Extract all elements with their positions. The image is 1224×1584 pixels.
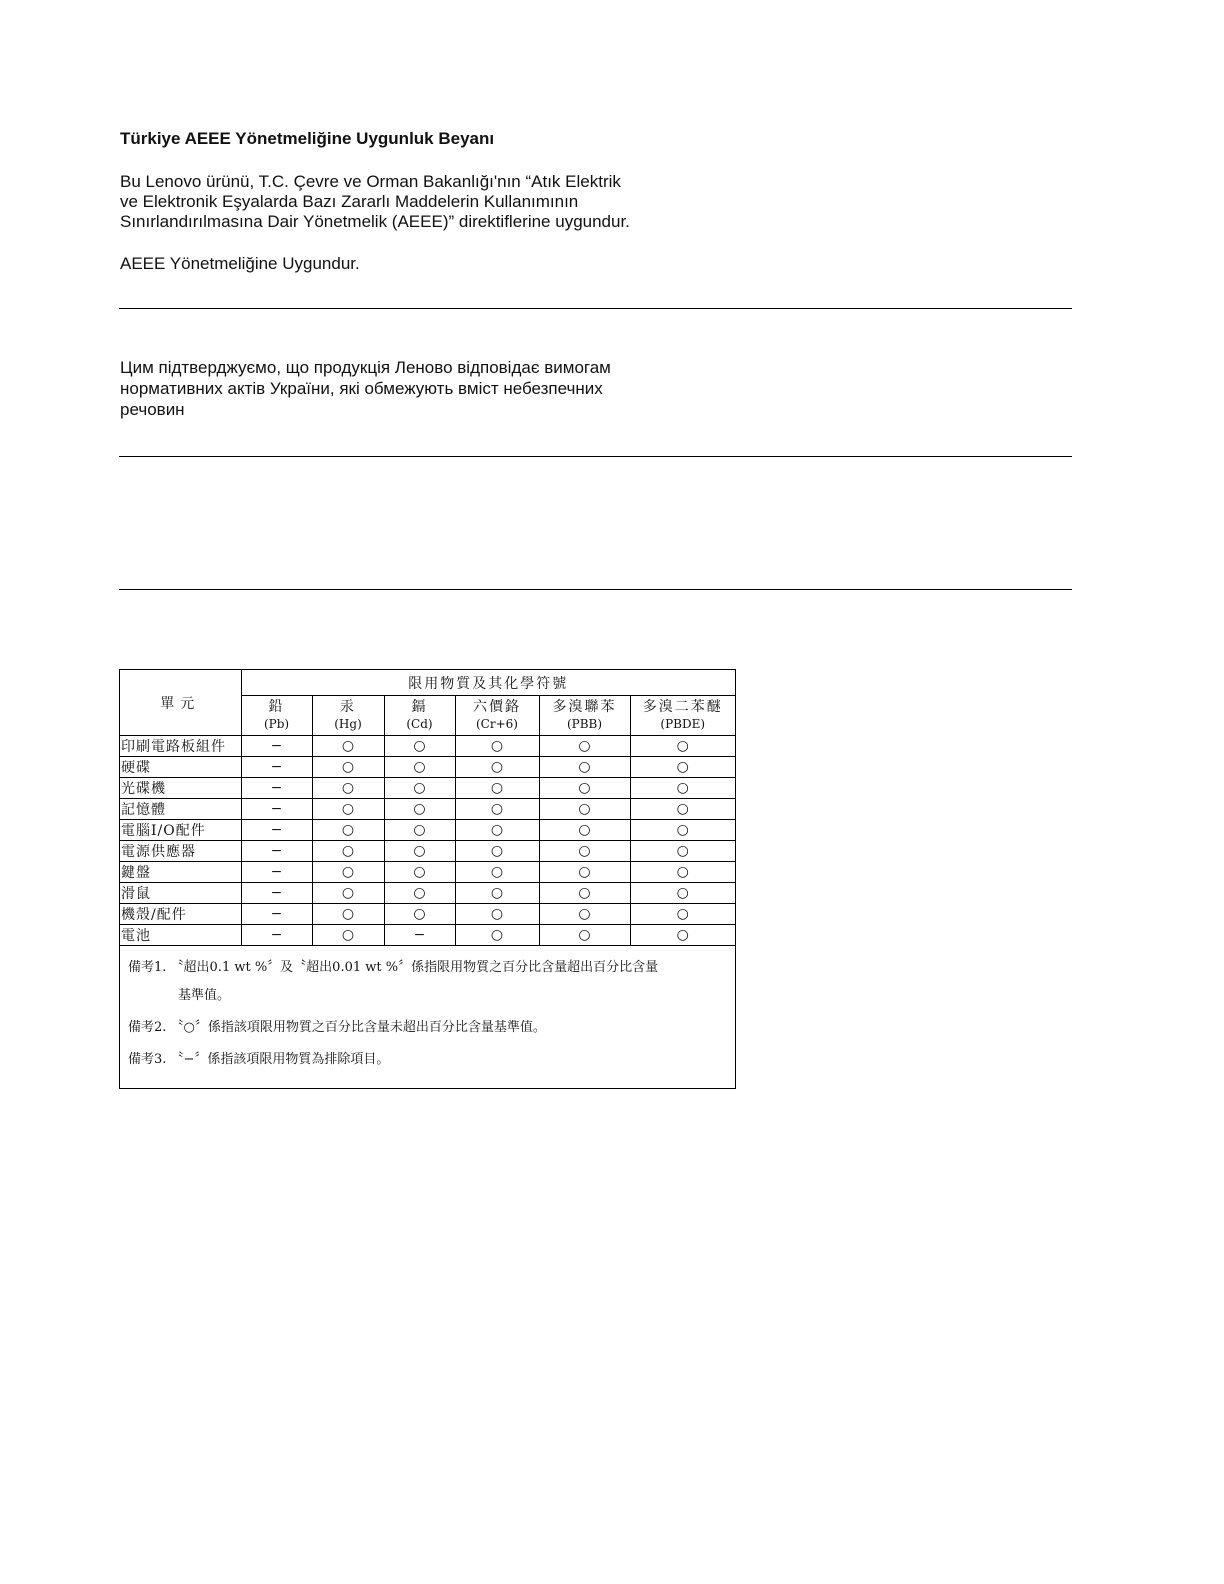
table-row (120, 925, 735, 946)
mark-cell: ○ (455, 757, 539, 778)
part-name: 電腦I/O配件 (120, 820, 241, 841)
mark-cell: ○ (630, 778, 735, 799)
part-name: 電池 (120, 925, 241, 946)
table-notes (120, 946, 735, 1074)
unit-header: 單元 (120, 670, 241, 736)
mark-cell: ○ (630, 841, 735, 862)
note-2: 備考2. 〝○〞係指該項限用物質之百分比含量未超出百分比含量基準值。 (128, 1020, 546, 1035)
mark-cell: ○ (539, 736, 630, 757)
turkey-paragraph (120, 172, 740, 232)
mark-cell: − (241, 757, 312, 778)
mark-cell: − (241, 862, 312, 883)
mark-cell: ○ (312, 883, 384, 904)
part-name: 印刷電路板組件 (120, 736, 241, 757)
divider (119, 589, 1072, 590)
mark-cell: ○ (630, 757, 735, 778)
note-1-continued: 基準值。 (178, 988, 231, 1003)
substance-header-cd (384, 696, 455, 736)
ukraine-paragraph (120, 357, 760, 420)
substance-symbol: (Cr+6) (476, 716, 518, 731)
substance-name: 鉛 (268, 698, 285, 715)
mark-cell: ○ (384, 883, 455, 904)
mark-cell: − (241, 883, 312, 904)
mark-cell: ○ (312, 862, 384, 883)
mark-cell: ○ (384, 757, 455, 778)
mark-cell: ○ (539, 841, 630, 862)
table-row (120, 883, 735, 904)
rohs-table-container (119, 669, 736, 1089)
mark-cell: ○ (312, 904, 384, 925)
mark-cell: ○ (384, 736, 455, 757)
table-row (120, 799, 735, 820)
substance-symbol: (Cd) (406, 716, 433, 731)
note-1: 備考1. 〝超出0.1 wt %〞及〝超出0.01 wt %〞係指限用物質之百分比含量超出百分比含量 (128, 960, 659, 975)
mark-cell: ○ (455, 841, 539, 862)
ukraine-paragraph-line: Цим підтверджуємо, що продукція Леново відповідає вимогам (120, 358, 611, 377)
mark-cell: ○ (539, 925, 630, 946)
mark-cell: ○ (312, 841, 384, 862)
mark-cell: ○ (539, 883, 630, 904)
mark-cell: ○ (312, 820, 384, 841)
part-name: 記憶體 (120, 799, 241, 820)
mark-cell: ○ (384, 778, 455, 799)
mark-cell: ○ (455, 925, 539, 946)
note-3: 備考3. 〝−〞係指該項限用物質為排除項目。 (128, 1052, 390, 1067)
mark-cell: − (241, 799, 312, 820)
mark-cell: ○ (630, 862, 735, 883)
divider (119, 308, 1072, 309)
mark-cell: ○ (455, 820, 539, 841)
mark-cell: ○ (384, 862, 455, 883)
mark-cell: ○ (630, 820, 735, 841)
turkey-paragraph-line: ve Elektronik Eşyalarda Bazı Zararlı Maddelerin Kullanımının (120, 192, 579, 211)
mark-cell: ○ (384, 904, 455, 925)
turkey-compliance-statement: AEEE Yönetmeliğine Uygundur. (120, 254, 360, 273)
mark-cell: − (241, 841, 312, 862)
mark-cell: ○ (539, 862, 630, 883)
substances-header: 限用物質及其化學符號 (241, 670, 735, 696)
mark-cell: ○ (312, 925, 384, 946)
substance-symbol: (PBDE) (660, 716, 706, 731)
mark-cell: ○ (455, 799, 539, 820)
mark-cell: ○ (539, 904, 630, 925)
rohs-table (120, 670, 735, 946)
part-name: 光碟機 (120, 778, 241, 799)
part-name: 滑鼠 (120, 883, 241, 904)
mark-cell: − (241, 820, 312, 841)
substance-header-cr6 (455, 696, 539, 736)
mark-cell: ○ (630, 799, 735, 820)
substance-name: 六價鉻 (473, 698, 521, 715)
part-name: 機殼/配件 (120, 904, 241, 925)
table-row (120, 757, 735, 778)
mark-cell: ○ (630, 736, 735, 757)
substance-header-hg (312, 696, 384, 736)
substance-name: 鎘 (411, 698, 428, 715)
mark-cell: − (241, 925, 312, 946)
mark-cell: ○ (539, 820, 630, 841)
ukraine-paragraph-line: речовин (120, 400, 185, 419)
substance-header-pbde (630, 696, 735, 736)
table-row (120, 820, 735, 841)
mark-cell: ○ (455, 862, 539, 883)
mark-cell: ○ (539, 757, 630, 778)
mark-cell: ○ (630, 904, 735, 925)
substance-name: 多溴聯苯 (552, 698, 617, 715)
mark-cell: ○ (384, 799, 455, 820)
mark-cell: ○ (539, 778, 630, 799)
mark-cell: ○ (630, 925, 735, 946)
mark-cell: − (241, 904, 312, 925)
part-name: 電源供應器 (120, 841, 241, 862)
ukraine-paragraph-line: нормативних актів України, які обмежують вміст небезпечних (120, 379, 603, 398)
turkey-paragraph-line: Bu Lenovo ürünü, T.C. Çevre ve Orman Bakanlığı'nın “Atık Elektrik (120, 172, 621, 191)
turkey-title: Türkiye AEEE Yönetmeliğine Uygunluk Beyanı (120, 129, 495, 148)
substance-name: 汞 (340, 698, 356, 715)
turkey-paragraph-line: Sınırlandırılmasına Dair Yönetmelik (AEEE)” direktiflerine uygundur. (120, 212, 630, 231)
mark-cell: − (241, 736, 312, 757)
table-row (120, 778, 735, 799)
mark-cell: ○ (455, 883, 539, 904)
mark-cell: ○ (455, 778, 539, 799)
mark-cell: ○ (455, 736, 539, 757)
mark-cell: ○ (312, 799, 384, 820)
table-row (120, 736, 735, 757)
mark-cell: ○ (539, 799, 630, 820)
mark-cell: ○ (630, 883, 735, 904)
mark-cell: ○ (384, 820, 455, 841)
mark-cell: ○ (312, 736, 384, 757)
substance-name: 多溴二苯醚 (642, 698, 723, 715)
divider (119, 456, 1072, 457)
table-row (120, 841, 735, 862)
substance-header-pbb (539, 696, 630, 736)
mark-cell: ○ (312, 778, 384, 799)
part-name: 硬碟 (120, 757, 241, 778)
mark-cell: ○ (455, 904, 539, 925)
substance-symbol: (PBB) (566, 716, 603, 731)
part-name: 鍵盤 (120, 862, 241, 883)
mark-cell: ○ (312, 757, 384, 778)
substance-symbol: (Pb) (263, 716, 290, 731)
table-row (120, 862, 735, 883)
mark-cell: ○ (384, 841, 455, 862)
mark-cell: − (384, 925, 455, 946)
table-row (120, 904, 735, 925)
mark-cell: − (241, 778, 312, 799)
substance-header-pb (241, 696, 312, 736)
substance-symbol: (Hg) (334, 716, 362, 731)
